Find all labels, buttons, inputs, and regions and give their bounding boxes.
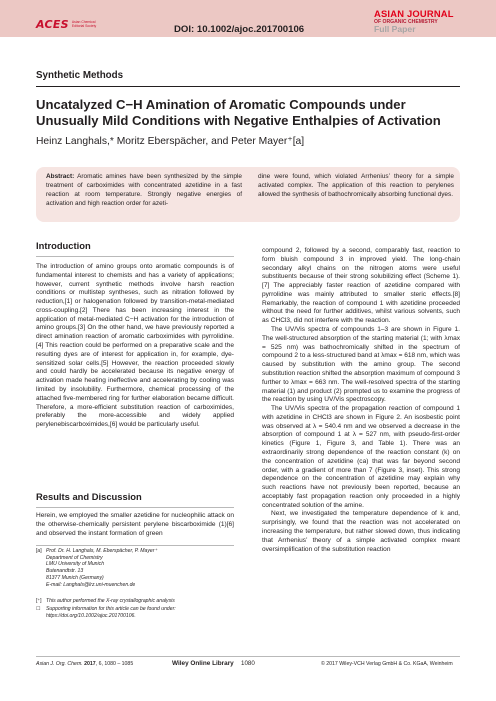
supporting-info-icon: ☐ bbox=[36, 606, 41, 612]
abstract-column-2: dine were found, which violated Arrhenius’ theory for a simple activated complex. The application of this reaction to perylenes allowed the synthesis of bathochromically absorbing functional dyes. bbox=[258, 173, 454, 198]
aces-logo-word: ACES bbox=[36, 18, 69, 31]
footer-copyright: © 2017 Wiley-VCH Verlag GmbH & Co. KGaA, Weinheim bbox=[321, 661, 453, 667]
footnote-crystallography-text: This author performed the X-ray crystallographic analysis bbox=[46, 598, 175, 604]
footnote-affiliation bbox=[36, 548, 234, 588]
results-heading: Results and Discussion bbox=[36, 491, 142, 502]
section-divider bbox=[36, 86, 460, 87]
footer-journal-abbrev: Asian J. Org. Chem. bbox=[36, 661, 85, 667]
results-body: Herein, we employed the smaller azetidine for nucleophilic attack on the otherwise-chemically persistent perylene biscarboximide (1)[6] and observed the instant formation of green bbox=[36, 512, 234, 537]
footnote-affiliation-line: 81377 Munich (Germany) bbox=[46, 574, 104, 581]
paragraph-scheme: compound 2, followed by a second, comparably fast, reaction to form bluish compound 3 in improved yield. The long-chain secondary alkyl chains on the nitrogen atoms were useful substituents because of their strong solubilizing effect (Scheme 1).[7] The appreciably faster reaction of azetidine compared with pyrrolidine was mainly attributed to smaller steric effects.[8] Remarkably, the reaction of compound 1 with azetidine proceeded without the need for further additives, whilst various solvents, such as CHCl3, did not interfere with the reaction. bbox=[262, 247, 460, 325]
abstract-label: Abstract: bbox=[46, 173, 75, 180]
abstract-column-1 bbox=[46, 172, 242, 208]
footnote-crystallography bbox=[36, 598, 234, 605]
journal-name-line2: OF ORGANIC CHEMISTRY bbox=[374, 19, 438, 25]
footer-citation bbox=[36, 661, 133, 667]
paragraph-temperature: Next, we investigated the temperature dependence of k and, surprisingly, we found that the reaction was not accelerated on increasing the temperature, but rather slowed down, thus indicating that Arrhenius’ theory of a simple activated complex meant oversimplification of the substitution reaction bbox=[262, 510, 460, 553]
right-column-body bbox=[262, 247, 460, 554]
wiley-online-library-link[interactable]: Wiley Online Library bbox=[172, 660, 234, 667]
supporting-info-link[interactable]: https://doi.org/10.1002/ajoc.201700106. bbox=[46, 612, 136, 619]
footnote-affiliation-line: Department of Chemistry bbox=[46, 554, 103, 561]
abstract-text-1: Aromatic amines have been synthesized by the simple treatment of carboximides with concentrated azetidine in a fast reaction at room temperature. Strongly negative energies of activation and high reaction order for azeti- bbox=[46, 173, 242, 207]
section-label: Synthetic Methods bbox=[36, 70, 124, 81]
aces-logo-subtitle: Asian Chemical Editorial Society bbox=[71, 19, 97, 28]
paragraph-uvvis: The UV/Vis spectra of compounds 1–3 are shown in Figure 1. The well-structured absorption of the starting material (1; with λmax = 525 nm) was bathochromically shifted in the spectrum of compound 2 to a less-structured band at λmax = 618 nm, which was caused by substitution with the amino group. The second substitution reaction shifted the absorption maximum of compound 3 further to λmax = 663 nm. The well-resolved spectra of the starting material (1) and product (2) prompted us to examine the progress of the reaction by using UV/Vis spectroscopy. bbox=[262, 326, 460, 404]
article-title: Uncatalyzed C−H Amination of Aromatic Compounds under Unusually Mild Conditions with Negative Enthalpies of Activation bbox=[36, 97, 441, 128]
footer-divider bbox=[36, 656, 460, 657]
introduction-body: The introduction of amino groups onto aromatic compounds is of fundamental interest to chemists and has a variety of applications; however, current synthetic methods involve harsh reaction conditions or multistep syntheses, such as nitration followed by reduction,[1] or halogenation followed by transition-metal-mediated cross-coupling.[2] There has been increasing interest in the application of metal-mediated C−H activation for the introduction of amino groups.[3] On the other hand, we have previously reported a direct amination reaction of aromatic carboximides with pyrrolidine.[4] This reaction could be performed on a preparative scale and the resulting dyes are of interest for application in, for example, dye-sensitized solar cells.[5] However, the reaction proceeded slowly and could hardly be accelerated because its negative energy of activation made heating ineffective and accelerating by cooling was limited by insolubility. Furthermore, chemical processing of the attached five-membered ring for further elaboration became difficult. Therefore, a more-efficient substitution reaction of carboximides, preferably the more-accessible and widely applied perylenebiscarboximides,[6] would be particularly useful. bbox=[36, 263, 234, 429]
paragraph-kinetics: The UV/Vis spectra of the propagation reaction of compound 1 with azetidine in CHCl3 are shown in Figure 2. An isosbestic point was observed at λ = 540.4 nm and we observed a decrease in the absorption of compound 1 at λ = 527 nm, with pseudo-first-order kinetics (Figure 1, Figure 3, and Table 1). There was an extraordinarily strong dependence of the reaction constant (k) on the concentration of azetidine (ca) that was far beyond second order, with a gradient of more than 7 (Figure 3, inset). This strong dependence on the concentration of azetidine may explain why such reactions have not previously been reported, because an acceptably fast propagation reaction only proceeded in a highly concentrated solution of the amine. bbox=[262, 405, 460, 509]
article-type: Full Paper bbox=[374, 24, 416, 34]
page-number: 1080 bbox=[241, 660, 255, 667]
supporting-info-text: Supporting information for this article can be found under: bbox=[46, 606, 176, 612]
footnote-email[interactable]: E-mail: Langhals@lrz.uni-muenchen.de bbox=[46, 581, 136, 588]
footnote-crystallography-tag: [⁺] bbox=[36, 598, 42, 604]
article-authors: Heinz Langhals,* Moritz Eberspächer, and Peter Mayer⁺[a] bbox=[36, 136, 305, 147]
introduction-divider bbox=[36, 256, 234, 257]
footnote-affiliation-tag: [a] bbox=[36, 548, 42, 554]
footnote-affiliation-line: LMU University of Munich bbox=[46, 561, 105, 568]
journal-name bbox=[374, 9, 460, 34]
footer-year: 2017 bbox=[84, 661, 96, 667]
journal-name-line1: ASIAN JOURNAL bbox=[374, 8, 454, 19]
footnote-affiliation-line: Butenandtstr. 13 bbox=[46, 568, 84, 575]
results-divider bbox=[36, 507, 234, 508]
introduction-heading: Introduction bbox=[36, 240, 91, 251]
article-doi[interactable]: DOI: 10.1002/ajoc.201700106 bbox=[174, 24, 305, 35]
aces-logo bbox=[36, 18, 106, 31]
footer-pages: , 6, 1080 – 1085 bbox=[95, 661, 134, 667]
footnote-divider bbox=[36, 545, 234, 546]
abstract-box bbox=[36, 167, 460, 222]
footnote-supporting-info bbox=[36, 606, 234, 619]
footnote-affiliation-line: Prof. Dr. H. Langhals, M. Eberspächer, P. Mayer⁺ bbox=[46, 548, 158, 554]
